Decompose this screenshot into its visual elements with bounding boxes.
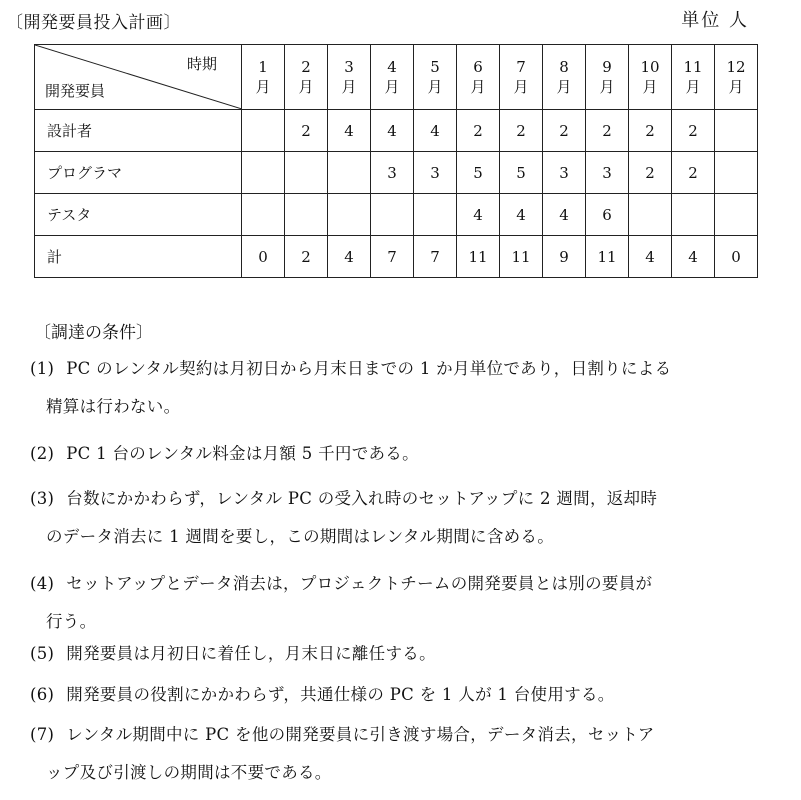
month-number: 3 xyxy=(344,58,354,76)
condition-item xyxy=(30,721,770,783)
staff-count-cell: 2 xyxy=(629,110,672,152)
table-row xyxy=(35,236,758,278)
condition-item xyxy=(30,640,770,664)
month-number: 1 xyxy=(258,58,268,76)
month-unit: 月 xyxy=(642,78,658,96)
month-unit: 月 xyxy=(341,78,357,96)
month-number: 7 xyxy=(516,58,526,76)
condition-number: (2) xyxy=(30,444,55,463)
staff-count-cell: 9 xyxy=(543,236,586,278)
month-header-12 xyxy=(715,45,758,110)
condition-item xyxy=(30,681,770,705)
condition-number: (5) xyxy=(30,644,55,663)
staff-count-cell: 6 xyxy=(586,194,629,236)
header-diagonal-cell xyxy=(35,45,242,110)
month-unit: 月 xyxy=(470,78,486,96)
staff-count-cell: 4 xyxy=(543,194,586,236)
condition-text: 開発要員の役割にかかわらず，共通仕様の PC を 1 人が 1 台使用する。 xyxy=(66,685,615,704)
staff-count-cell: 2 xyxy=(672,110,715,152)
staff-count-cell: 4 xyxy=(328,236,371,278)
staff-count-cell: 5 xyxy=(500,152,543,194)
month-header-5 xyxy=(414,45,457,110)
condition-item xyxy=(30,485,770,547)
staff-count-cell xyxy=(672,194,715,236)
condition-text: PC のレンタル契約は月初日から月末日までの 1 か月単位であり，日割りによる xyxy=(66,359,672,378)
staff-count-cell: 2 xyxy=(285,236,328,278)
plan-title: 〔開発要員投入計画〕 xyxy=(6,13,181,33)
month-header-2 xyxy=(285,45,328,110)
condition-number: (1) xyxy=(30,359,55,378)
staffing-plan-table xyxy=(34,44,758,278)
condition-number: (6) xyxy=(30,685,55,704)
staff-count-cell: 5 xyxy=(457,152,500,194)
staff-count-cell xyxy=(414,194,457,236)
month-header-8 xyxy=(543,45,586,110)
month-header-9 xyxy=(586,45,629,110)
condition-number: (7) xyxy=(30,725,55,744)
staff-count-cell: 11 xyxy=(500,236,543,278)
staff-count-cell: 2 xyxy=(500,110,543,152)
staff-count-cell: 11 xyxy=(586,236,629,278)
month-unit: 月 xyxy=(685,78,701,96)
staff-count-cell: 4 xyxy=(457,194,500,236)
month-number: 2 xyxy=(301,58,311,76)
condition-text: レンタル期間中に PC を他の開発要員に引き渡す場合，データ消去，セットア xyxy=(66,725,655,744)
staff-count-cell: 3 xyxy=(414,152,457,194)
month-unit: 月 xyxy=(513,78,529,96)
staff-count-cell: 7 xyxy=(414,236,457,278)
role-label: プログラマ xyxy=(35,152,242,194)
conditions-title: 〔調達の条件〕 xyxy=(34,323,153,343)
month-number: 6 xyxy=(473,58,483,76)
staff-count-cell: 2 xyxy=(629,152,672,194)
condition-text-continued: のデータ消去に 1 週間を要し，この期間はレンタル期間に含める。 xyxy=(46,527,555,546)
staff-count-cell: 4 xyxy=(500,194,543,236)
staff-count-cell: 3 xyxy=(371,152,414,194)
staff-count-cell: 4 xyxy=(414,110,457,152)
month-header-6 xyxy=(457,45,500,110)
staff-count-cell: 4 xyxy=(328,110,371,152)
month-unit: 月 xyxy=(427,78,443,96)
staff-count-cell: 2 xyxy=(672,152,715,194)
month-header-1 xyxy=(242,45,285,110)
month-number: 8 xyxy=(559,58,569,76)
staff-count-cell xyxy=(285,194,328,236)
staff-count-cell xyxy=(715,110,758,152)
staff-count-cell: 2 xyxy=(457,110,500,152)
condition-text-continued: 精算は行わない。 xyxy=(46,397,181,416)
staff-count-cell xyxy=(242,152,285,194)
staff-count-cell: 11 xyxy=(457,236,500,278)
role-label: 設計者 xyxy=(35,110,242,152)
role-label: テスタ xyxy=(35,194,242,236)
staff-count-cell: 7 xyxy=(371,236,414,278)
month-number: 4 xyxy=(387,58,397,76)
staff-count-cell xyxy=(242,194,285,236)
month-unit: 月 xyxy=(255,78,271,96)
month-unit: 月 xyxy=(556,78,572,96)
month-number: 10 xyxy=(640,58,660,76)
staff-count-cell xyxy=(371,194,414,236)
table-row xyxy=(35,152,758,194)
unit-label: 単位 人 xyxy=(681,10,749,31)
staff-count-cell: 3 xyxy=(543,152,586,194)
header-staff-label: 開発要員 xyxy=(45,82,106,100)
staff-count-cell: 2 xyxy=(285,110,328,152)
staff-count-cell xyxy=(285,152,328,194)
month-unit: 月 xyxy=(384,78,400,96)
month-number: 9 xyxy=(602,58,612,76)
table-row xyxy=(35,194,758,236)
month-number: 5 xyxy=(430,58,440,76)
staff-count-cell: 3 xyxy=(586,152,629,194)
staff-count-cell: 4 xyxy=(371,110,414,152)
staff-count-cell: 0 xyxy=(715,236,758,278)
staff-count-cell xyxy=(715,152,758,194)
staff-count-cell: 4 xyxy=(629,236,672,278)
staff-count-cell: 2 xyxy=(586,110,629,152)
staff-count-cell xyxy=(629,194,672,236)
month-unit: 月 xyxy=(298,78,314,96)
month-header-4 xyxy=(371,45,414,110)
staff-count-cell: 2 xyxy=(543,110,586,152)
staff-count-cell: 0 xyxy=(242,236,285,278)
staff-count-cell: 4 xyxy=(672,236,715,278)
role-label: 計 xyxy=(35,236,242,278)
month-header-3 xyxy=(328,45,371,110)
condition-item xyxy=(30,355,770,417)
condition-number: (3) xyxy=(30,489,55,508)
condition-text: 開発要員は月初日に着任し，月末日に離任する。 xyxy=(66,644,436,663)
table-header-row xyxy=(35,45,758,110)
condition-text: PC 1 台のレンタル料金は月額 5 千円である。 xyxy=(66,444,419,463)
month-number: 11 xyxy=(683,58,703,76)
month-header-7 xyxy=(500,45,543,110)
month-header-11 xyxy=(672,45,715,110)
staff-count-cell xyxy=(242,110,285,152)
header-period-label: 時期 xyxy=(186,55,217,73)
condition-text-continued: ップ及び引渡しの期間は不要である。 xyxy=(46,763,332,782)
month-header-10 xyxy=(629,45,672,110)
staff-count-cell xyxy=(328,194,371,236)
condition-text: 台数にかかわらず，レンタル PC の受入れ時のセットアップに 2 週間，返却時 xyxy=(66,489,658,508)
condition-item xyxy=(30,440,770,464)
staff-count-cell xyxy=(328,152,371,194)
month-number: 12 xyxy=(726,58,746,76)
condition-item xyxy=(30,570,770,632)
condition-text-continued: 行う。 xyxy=(46,612,97,631)
staff-count-cell xyxy=(715,194,758,236)
month-unit: 月 xyxy=(728,78,744,96)
condition-text: セットアップとデータ消去は，プロジェクトチームの開発要員とは別の要員が xyxy=(66,574,653,593)
month-unit: 月 xyxy=(599,78,615,96)
table-row xyxy=(35,110,758,152)
condition-number: (4) xyxy=(30,574,55,593)
